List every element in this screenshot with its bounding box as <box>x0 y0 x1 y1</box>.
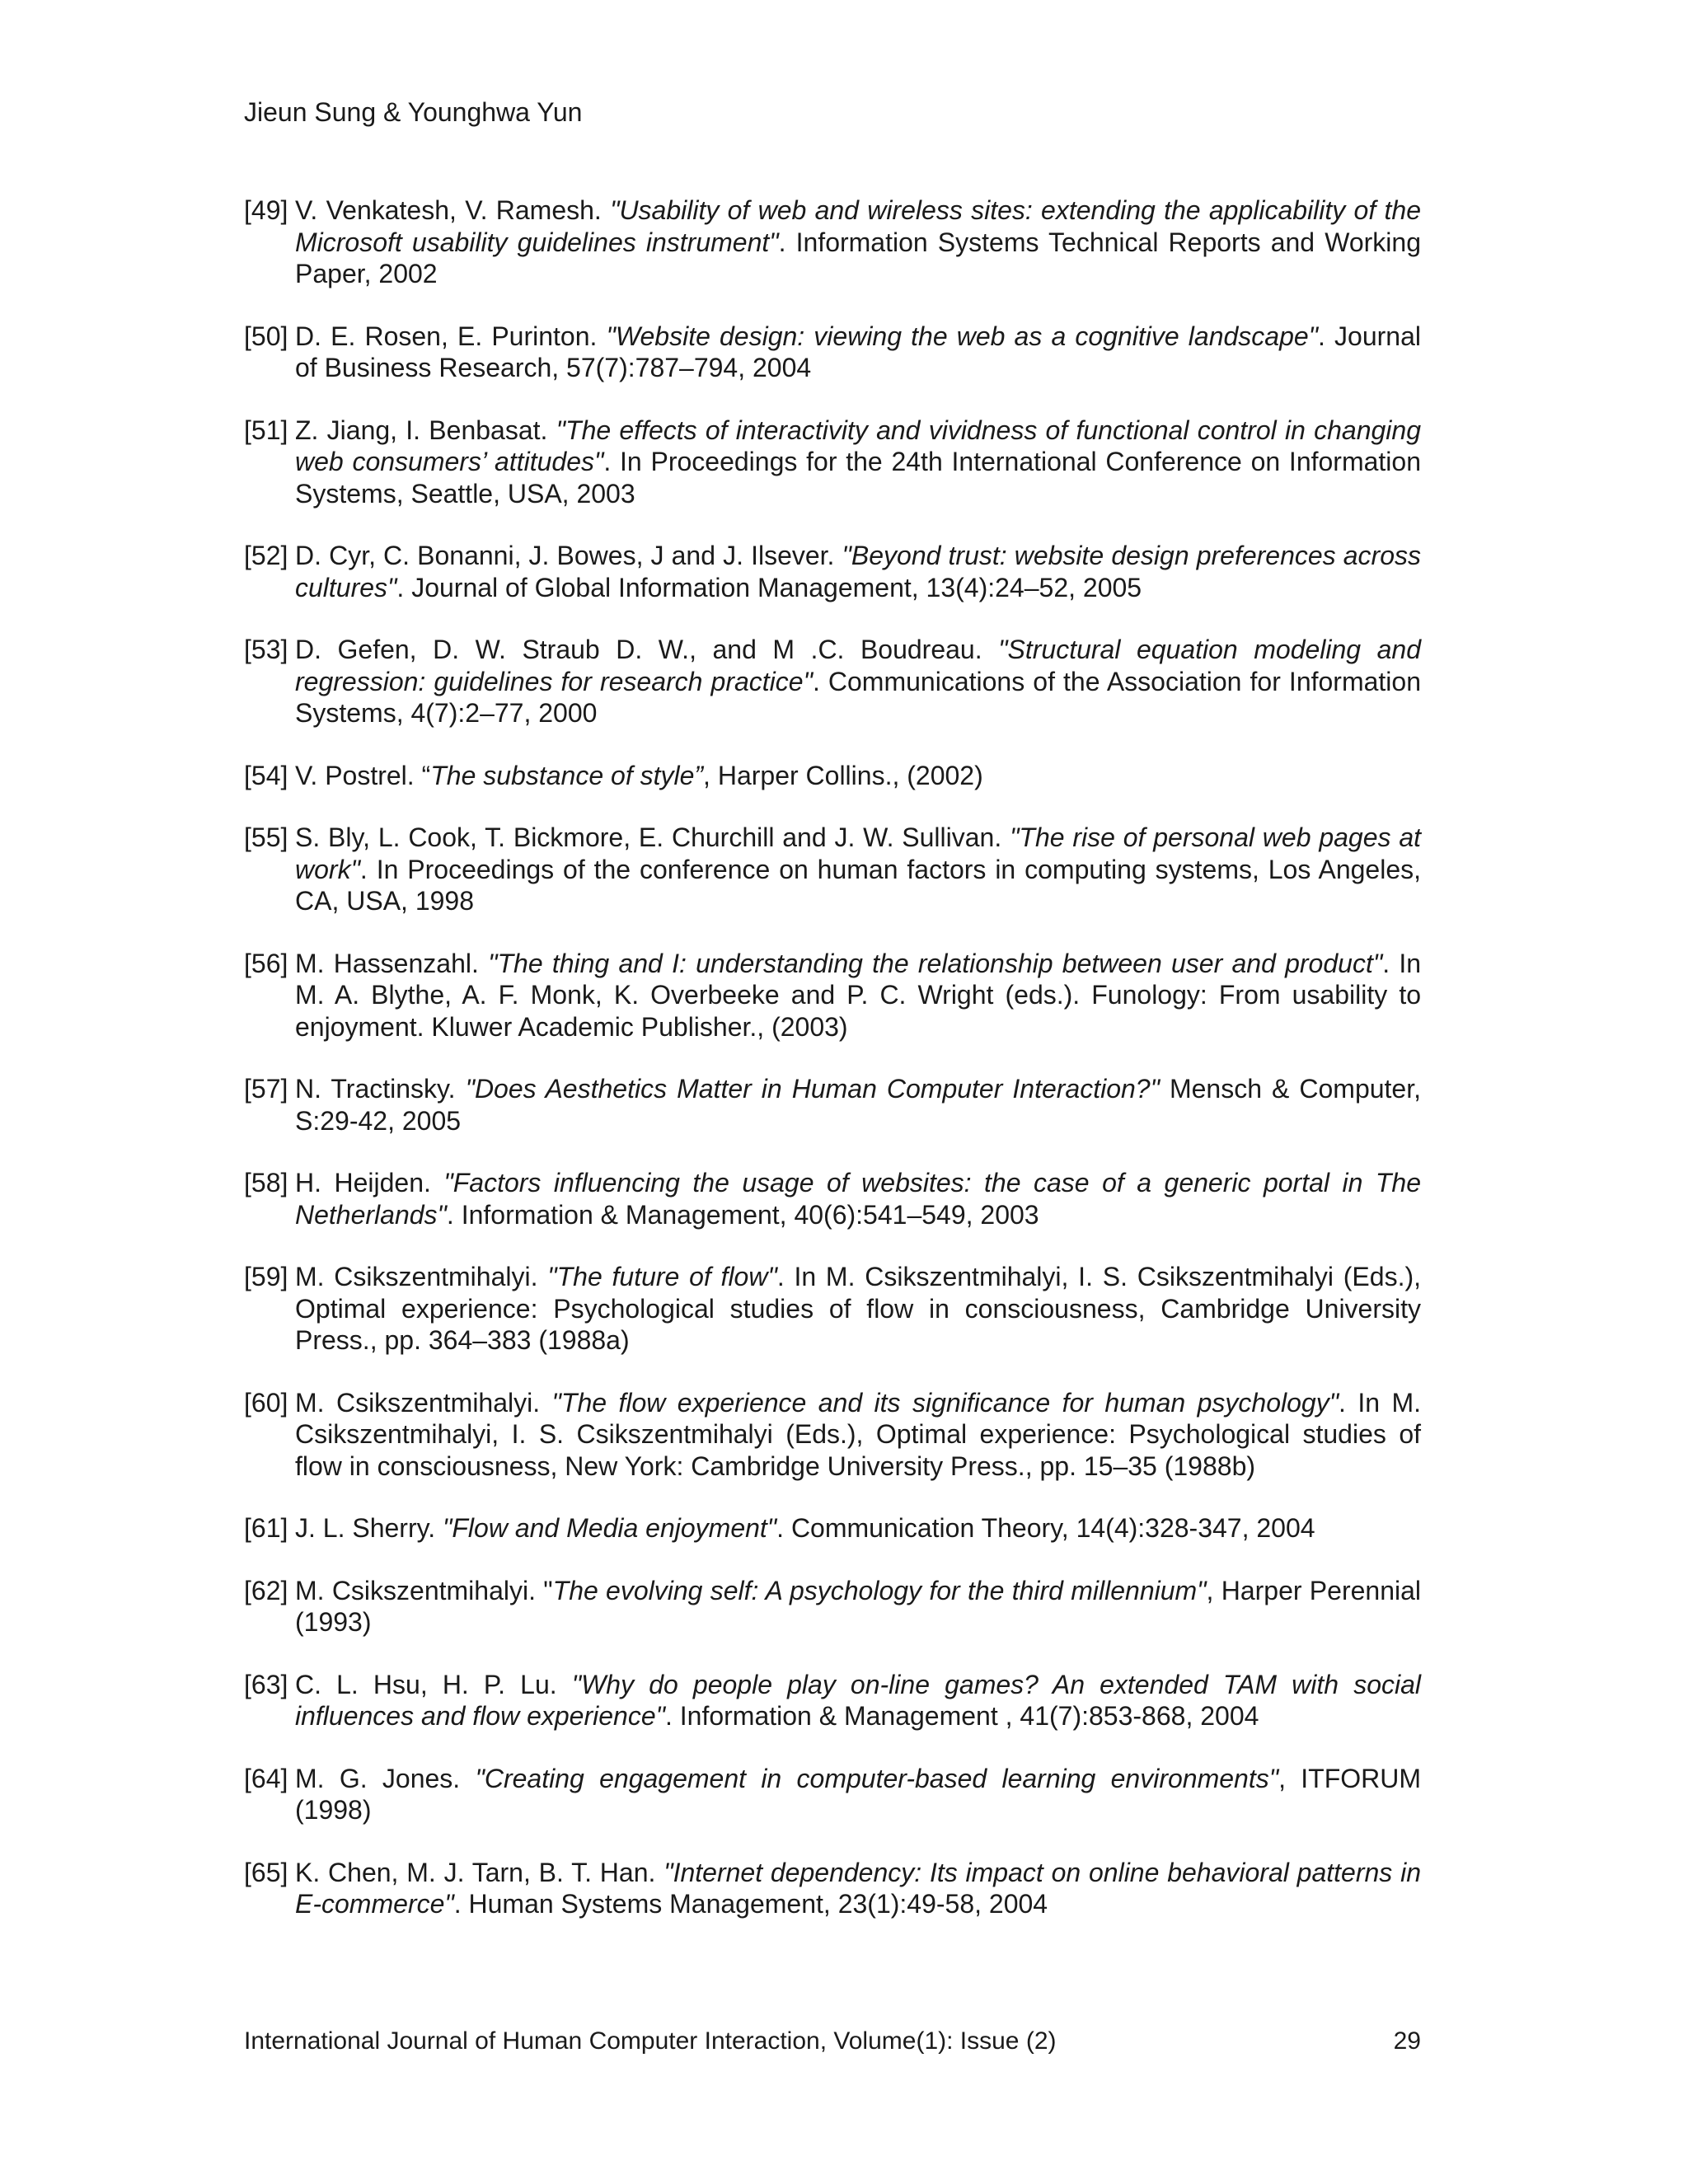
reference-number: [58] <box>244 1168 288 1197</box>
page-footer <box>244 2026 1421 2057</box>
reference-text <box>295 1575 1421 1638</box>
reference-authors: S. Bly, L. Cook, T. Bickmore, E. Churchill and J. W. Sullivan. <box>295 823 1010 852</box>
reference-number: [62] <box>244 1575 288 1605</box>
reference-text <box>295 321 1421 384</box>
reference-number: [54] <box>244 760 288 790</box>
reference-item <box>244 948 1421 1043</box>
reference-title: "Beyond trust: website design preferences across cultures" <box>295 541 1422 602</box>
reference-list <box>244 194 1421 1951</box>
reference-text <box>295 634 1421 729</box>
reference-authors: N. Tractinsky. <box>295 1074 466 1104</box>
reference-text <box>295 760 1421 792</box>
reference-authors: M. Hassenzahl. <box>295 948 489 978</box>
reference-source: , ITFORUM (1998) <box>295 1763 1422 1825</box>
reference-authors: K. Chen, M. J. Tarn, B. T. Han. <box>295 1857 664 1887</box>
reference-authors: J. L. Sherry. <box>295 1513 443 1543</box>
reference-authors: D. Cyr, C. Bonanni, J. Bowes, J and J. Ilsever. <box>295 541 842 570</box>
reference-item <box>244 760 1421 792</box>
reference-number: [49] <box>244 195 288 225</box>
reference-text <box>295 948 1421 1043</box>
reference-source: . In M. Csikszentmihalyi, I. S. Csikszentmihalyi (Eds.), Optimal experience: Psychological studies of flow in consciousness, Cambridge University Press., pp. 364–383 (1988a) <box>295 1262 1422 1355</box>
reference-title: "The thing and I: understanding the relationship between user and product" <box>488 948 1383 978</box>
reference-source: . In Proceedings of the conference on human factors in computing systems, Los Angeles, CA, USA, 1998 <box>295 854 1421 916</box>
reference-authors: D. E. Rosen, E. Purinton. <box>295 321 607 351</box>
reference-number: [64] <box>244 1763 288 1793</box>
reference-title: "Website design: viewing the web as a cognitive landscape" <box>606 321 1319 351</box>
reference-title: The substance of style” <box>430 760 704 790</box>
reference-source: . Journal of Business Research, 57(7):787–794, 2004 <box>295 321 1422 382</box>
reference-authors: M. G. Jones. <box>295 1763 476 1793</box>
reference-item <box>244 321 1421 384</box>
reference-item <box>244 194 1421 290</box>
reference-item <box>244 1387 1421 1483</box>
reference-title: "Why do people play on-line games? An extended TAM with social influences and flow experience" <box>295 1669 1421 1731</box>
page-number: 29 <box>1393 2027 1421 2055</box>
reference-text <box>295 1261 1421 1357</box>
reference-number: [50] <box>244 321 288 351</box>
reference-title: "Does Aesthetics Matter in Human Computer Interaction?" <box>465 1074 1160 1104</box>
reference-number: [56] <box>244 948 288 978</box>
reference-authors: C. L. Hsu, H. P. Lu. <box>295 1669 572 1699</box>
reference-title: "Flow and Media enjoyment" <box>443 1513 777 1543</box>
reference-number: [65] <box>244 1857 288 1887</box>
running-head: Jieun Sung & Younghwa Yun <box>244 97 583 127</box>
reference-title: "Creating engagement in computer-based learning environments" <box>475 1763 1279 1793</box>
reference-title: "Internet dependency: Its impact on online behavioral patterns in E-commerce" <box>295 1857 1421 1919</box>
reference-title: "The flow experience and its significance for human psychology" <box>551 1387 1339 1418</box>
reference-source: . Communication Theory, 14(4):328-347, 2004 <box>776 1513 1315 1543</box>
reference-number: [59] <box>244 1262 288 1291</box>
reference-authors: M. Csikszentmihalyi. <box>295 1387 552 1418</box>
reference-number: [63] <box>244 1669 288 1699</box>
reference-text <box>295 1857 1421 1920</box>
reference-text <box>295 822 1421 917</box>
reference-source: , Harper Collins., (2002) <box>703 760 983 790</box>
reference-number: [60] <box>244 1387 288 1418</box>
reference-text <box>295 540 1421 603</box>
reference-source: . In M. A. Blythe, A. F. Monk, K. Overbeeke and P. C. Wright (eds.). Funology: From usability to enjoyment. Kluwer Academic Publisher., (2003) <box>295 948 1422 1042</box>
reference-authors: V. Venkatesh, V. Ramesh. <box>295 195 611 225</box>
reference-text <box>295 1669 1421 1732</box>
reference-source: , Harper Perennial (1993) <box>295 1575 1422 1637</box>
reference-number: [51] <box>244 415 288 445</box>
reference-item <box>244 822 1421 917</box>
reference-source: . Journal of Global Information Management, 13(4):24–52, 2005 <box>396 572 1142 602</box>
reference-source: . Information & Management, 40(6):541–549, 2003 <box>446 1199 1039 1230</box>
reference-source: . Information Systems Technical Reports and Working Paper, 2002 <box>295 227 1421 288</box>
reference-source: . In M. Csikszentmihalyi, I. S. Csikszentmihalyi (Eds.), Optimal experience: Psychological studies of flow in consciousness, New York: Cambridge University Press., pp. 15–35 (1988b) <box>295 1387 1421 1481</box>
reference-number: [52] <box>244 541 288 570</box>
reference-authors: H. Heijden. <box>295 1168 444 1197</box>
reference-title: "The rise of personal web pages at work" <box>295 823 1422 884</box>
reference-text <box>295 1167 1421 1230</box>
reference-authors: M. Csikszentmihalyi. <box>295 1262 548 1291</box>
reference-source: . Human Systems Management, 23(1):49-58, 2004 <box>453 1889 1048 1919</box>
reference-item <box>244 1261 1421 1357</box>
reference-item <box>244 1167 1421 1230</box>
reference-number: [53] <box>244 635 288 664</box>
reference-text <box>295 415 1421 510</box>
reference-item <box>244 415 1421 510</box>
reference-title: "Factors influencing the usage of websites: the case of a generic portal in The Netherlands" <box>295 1168 1422 1230</box>
reference-text <box>295 1763 1421 1826</box>
reference-title: "Usability of web and wireless sites: extending the applicability of the Microsoft usability guidelines instrument" <box>295 195 1421 257</box>
reference-source: Mensch & Computer, S:29-42, 2005 <box>295 1074 1422 1136</box>
reference-text <box>295 1387 1421 1483</box>
reference-item <box>244 634 1421 729</box>
reference-number: [55] <box>244 823 288 852</box>
reference-title: "Structural equation modeling and regression: guidelines for research practice" <box>295 635 1422 696</box>
reference-text <box>295 194 1421 290</box>
reference-authors: Z. Jiang, I. Benbasat. <box>295 415 556 445</box>
reference-number: [57] <box>244 1074 288 1104</box>
reference-title: "The effects of interactivity and vividness of functional control in changing web consumers’ attitudes" <box>295 415 1422 476</box>
reference-authors: D. Gefen, D. W. Straub D. W., and M .C. Boudreau. <box>295 635 999 664</box>
reference-title: "The future of flow" <box>547 1262 777 1291</box>
reference-text <box>295 1512 1421 1544</box>
reference-authors: V. Postrel. “ <box>295 760 431 790</box>
reference-source: . Communications of the Association for Information Systems, 4(7):2–77, 2000 <box>295 666 1422 728</box>
footer-journal: International Journal of Human Computer Interaction, Volume(1): Issue (2) <box>244 2027 1057 2055</box>
reference-item <box>244 1857 1421 1920</box>
reference-item <box>244 1073 1421 1137</box>
reference-item <box>244 1575 1421 1638</box>
reference-item <box>244 1763 1421 1826</box>
reference-source: . In Proceedings for the 24th International Conference on Information Systems, Seattle, USA, 2003 <box>295 447 1422 509</box>
reference-text <box>295 1073 1421 1137</box>
reference-item <box>244 540 1421 603</box>
reference-item <box>244 1669 1421 1732</box>
reference-item <box>244 1512 1421 1544</box>
reference-authors: M. Csikszentmihalyi. " <box>295 1575 553 1605</box>
reference-title: The evolving self: A psychology for the third millennium" <box>552 1575 1207 1605</box>
reference-source: . Information & Management , 41(7):853-868, 2004 <box>664 1701 1259 1731</box>
reference-number: [61] <box>244 1513 288 1543</box>
